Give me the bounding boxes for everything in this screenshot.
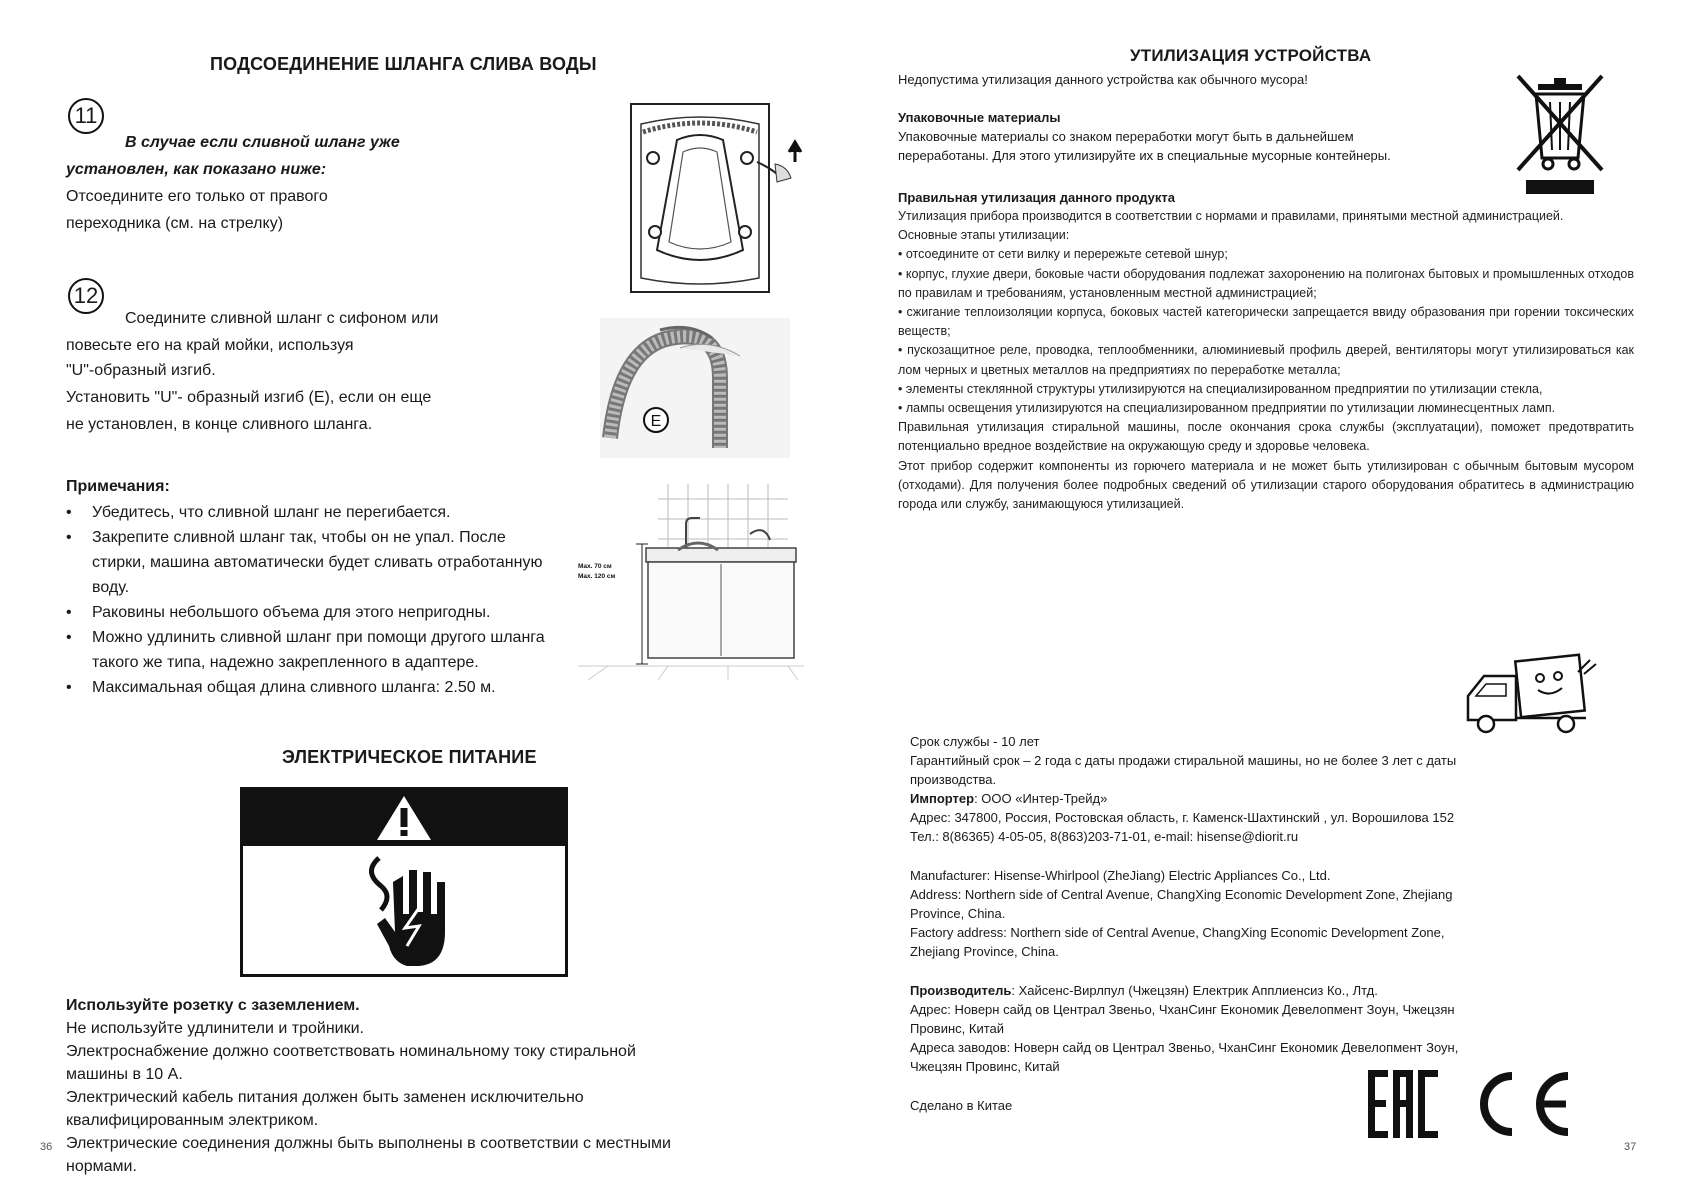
electric-warning-sign	[240, 787, 568, 977]
notes-item: • Закрепите сливной шланг так, чтобы он не упал. После стирки, машина автоматически будет сливать отработанную воду.	[60, 525, 560, 600]
warning-header	[243, 790, 565, 846]
manufacturer-en-line-5: Zhejiang Province, China.	[910, 944, 1059, 959]
manufacturer-en-line-2: Address: Northern side of Central Avenue, ChangXing Economic Development Zone, Zhejiang	[910, 887, 1453, 902]
hose-label-e: E	[650, 413, 662, 430]
manufacturer-ru-line-5: Чжецзян Провинс, Китай	[910, 1059, 1060, 1074]
step-12-text-4: Установить "U"- образный изгиб (E), если он еще	[66, 389, 432, 406]
notes-item: • Максимальная общая длина сливного шланга: 2.50 м.	[60, 675, 560, 700]
ce-mark-icon	[1464, 1070, 1574, 1138]
warranty-line-1: Гарантийный срок – 2 года с даты продажи стиральной машины, но не более 3 лет с даты	[910, 753, 1457, 768]
step-11-text-2: переходника (см. на стрелку)	[66, 215, 284, 232]
step-11-heading-2: установлен, как показано ниже:	[66, 161, 327, 178]
power-line-5: Электрический кабель питания должен быть заменен исключительно	[66, 1089, 584, 1106]
importer-line	[910, 789, 1107, 808]
notes-item: • Убедитесь, что сливной шланг не перегибается.	[60, 500, 560, 525]
right-page	[842, 0, 1684, 1192]
hose-illustration	[600, 318, 790, 458]
delivery-truck-icon	[1462, 652, 1602, 740]
power-line-7: Электрические соединения должны быть выполнены в соответствии с местными	[66, 1135, 671, 1152]
notes-item: • Можно удлинить сливной шланг при помощи другого шланга такого же типа, надежно закрепленного в адаптере.	[60, 625, 560, 675]
notes-list	[60, 500, 560, 700]
step-12-badge	[68, 278, 104, 314]
sink-illustration	[578, 484, 804, 680]
step-12-text-3: "U"-образный изгиб.	[66, 362, 216, 379]
page-number-right: 37	[1624, 1141, 1637, 1153]
washer-back-illustration	[625, 100, 815, 296]
notes-item: • Раковины небольшого объема для этого непригодны.	[60, 600, 560, 625]
manufacturer-ru-line-1	[910, 981, 1378, 1000]
warning-triangle-icon	[374, 793, 434, 843]
sink-label-min: Max. 70 см	[578, 563, 612, 570]
manufacturer-ru-line-3: Провинс, Китай	[910, 1021, 1005, 1036]
manufacturer-en-line-1: Manufacturer: Hisense-Whirlpool (ZheJiang) Electric Appliances Co., Ltd.	[910, 868, 1331, 883]
power-line-4: машины в 10 А.	[66, 1066, 183, 1083]
electric-shock-hand-icon	[243, 846, 565, 974]
page-number-left: 36	[40, 1141, 53, 1153]
disposal-paragraph: Этот прибор содержит компоненты из горючего материала и не может быть утилизирован с обычным бытовым мусором (отходами). Для получения более подробных сведений об утилизации старого оборудования обратитесь в администрацию города или службу, занимающуюся утилизацией.	[898, 458, 1634, 512]
power-line-2: Не используйте удлинители и тройники.	[66, 1020, 364, 1037]
eac-mark-icon	[1366, 1068, 1440, 1140]
manufacturer-ru-label: Производитель	[910, 983, 1012, 998]
step-12-text-5: не установлен, в конце сливного шланга.	[66, 416, 373, 433]
step-12-number: 12	[73, 283, 99, 308]
power-line-6: квалифицированным электриком.	[66, 1112, 319, 1129]
disposal-paragraph: • корпус, глухие двери, боковые части оборудования подлежат захоронению на полигонах бытовых и промышленных отходов по правилам и требованиям, установленным местной администрацией;	[898, 266, 1634, 300]
step-12-text-1: Соедините сливной шланг с сифоном или	[125, 310, 439, 327]
disposal-paragraph: Правильная утилизация стиральной машины, после окончания срока службы (эксплуатации), поможет предотвратить потенциально вредное воздействие на окружающую среду и здоровье человека.	[898, 420, 1634, 454]
sink-label-max: Max. 120 см	[578, 573, 616, 580]
manufacturer-en-line-4: Factory address: Northern side of Central Avenue, ChangXing Economic Development Zone,	[910, 925, 1445, 940]
disposal-paragraph: • элементы стеклянной структуры утилизируются на специализированном предприятии по утилизации стекла,	[898, 381, 1543, 396]
disposal-paragraph: • отсоедините от сети вилку и перережьте сетевой шнур;	[898, 247, 1228, 262]
disposal-paragraph: • сжигание теплоизоляции корпуса, боковых частей категорически запрещается ввиду образования при горении токсических веществ;	[898, 305, 1634, 339]
importer-value: : ООО «Интер-Трейд»	[974, 791, 1108, 806]
step-11-badge	[68, 98, 104, 134]
step-11-number: 11	[74, 103, 98, 128]
notes-heading: Примечания:	[66, 478, 170, 495]
manufacturer-en-line-3: Province, China.	[910, 906, 1006, 921]
disposal-paragraph: • пускозащитное реле, проводка, теплообменники, алюминиевый профиль дверей, вентиляторы могут утилизироваться как лом черных и цветных металлов на предприятиях по переработке металла;	[898, 343, 1634, 377]
importer-label: Импортер	[910, 791, 975, 806]
drain-hose-title: ПОДСОЕДИНЕНИЕ ШЛАНГА СЛИВА ВОДЫ	[210, 54, 597, 74]
power-line-1: Используйте розетку с заземлением.	[66, 997, 360, 1014]
power-line-8: нормами.	[66, 1158, 137, 1175]
manufacturer-ru-line-4: Адреса заводов: Новерн сайд ов Централ Звеньо, ЧханСинг Економик Девелопмент Зоун,	[910, 1040, 1459, 1055]
disposal-title: УТИЛИЗАЦИЯ УСТРОЙСТВА	[1130, 46, 1372, 65]
warranty-line-2: производства.	[910, 772, 997, 787]
crossed-bin-icon	[1512, 70, 1608, 196]
step-11-text-1: Отсоедините его только от правого	[66, 188, 328, 205]
step-11-heading-1: В случае если сливной шланг уже	[125, 134, 400, 151]
power-title: ЭЛЕКТРИЧЕСКОЕ ПИТАНИЕ	[282, 747, 537, 767]
packaging-heading: Упаковочные материалы	[898, 110, 1061, 125]
disposal-paragraph: Основные этапы утилизации:	[898, 228, 1070, 243]
power-line-3: Электроснабжение должно соответствовать номинальному току стиральной	[66, 1043, 636, 1060]
importer-phone: Тел.: 8(86365) 4-05-05, 8(863)203-71-01, e-mail: hisense@diorit.ru	[910, 829, 1299, 844]
step-12-text-2: повесьте его на край мойки, используя	[66, 337, 354, 354]
disposal-paragraph: Утилизация прибора производится в соответствии с нормами и правилами, принятыми местной администрацией.	[898, 209, 1564, 223]
manufacturer-ru-value: : Хайсенс-Вирлпул (Чжецзян) Електрик Апплиенсиз Ко., Лтд.	[1011, 983, 1378, 998]
service-life: Срок службы - 10 лет	[910, 734, 1040, 749]
manufacturer-ru-line-2: Адрес: Новерн сайд ов Централ Звеньо, ЧханСинг Економик Девелопмент Зоун, Чжецзян	[910, 1002, 1455, 1017]
disposal-text	[898, 207, 1634, 514]
importer-address: Адрес: 347800, Россия, Ростовская область, г. Каменск-Шахтинский , ул. Ворошилова 152	[910, 810, 1455, 825]
packaging-line-1: Упаковочные материалы со знаком переработки могут быть в дальнейшем	[898, 129, 1354, 144]
made-in: Сделано в Китае	[910, 1098, 1013, 1113]
disposal-intro: Недопустима утилизация данного устройства как обычного мусора!	[898, 72, 1308, 87]
disposal-paragraph: • лампы освещения утилизируются на специализированном предприятии по утилизации люминесцентных ламп.	[898, 401, 1556, 416]
disposal-heading: Правильная утилизация данного продукта	[898, 190, 1175, 205]
packaging-line-2: переработаны. Для этого утилизируйте их в специальные мусорные контейнеры.	[898, 148, 1391, 163]
